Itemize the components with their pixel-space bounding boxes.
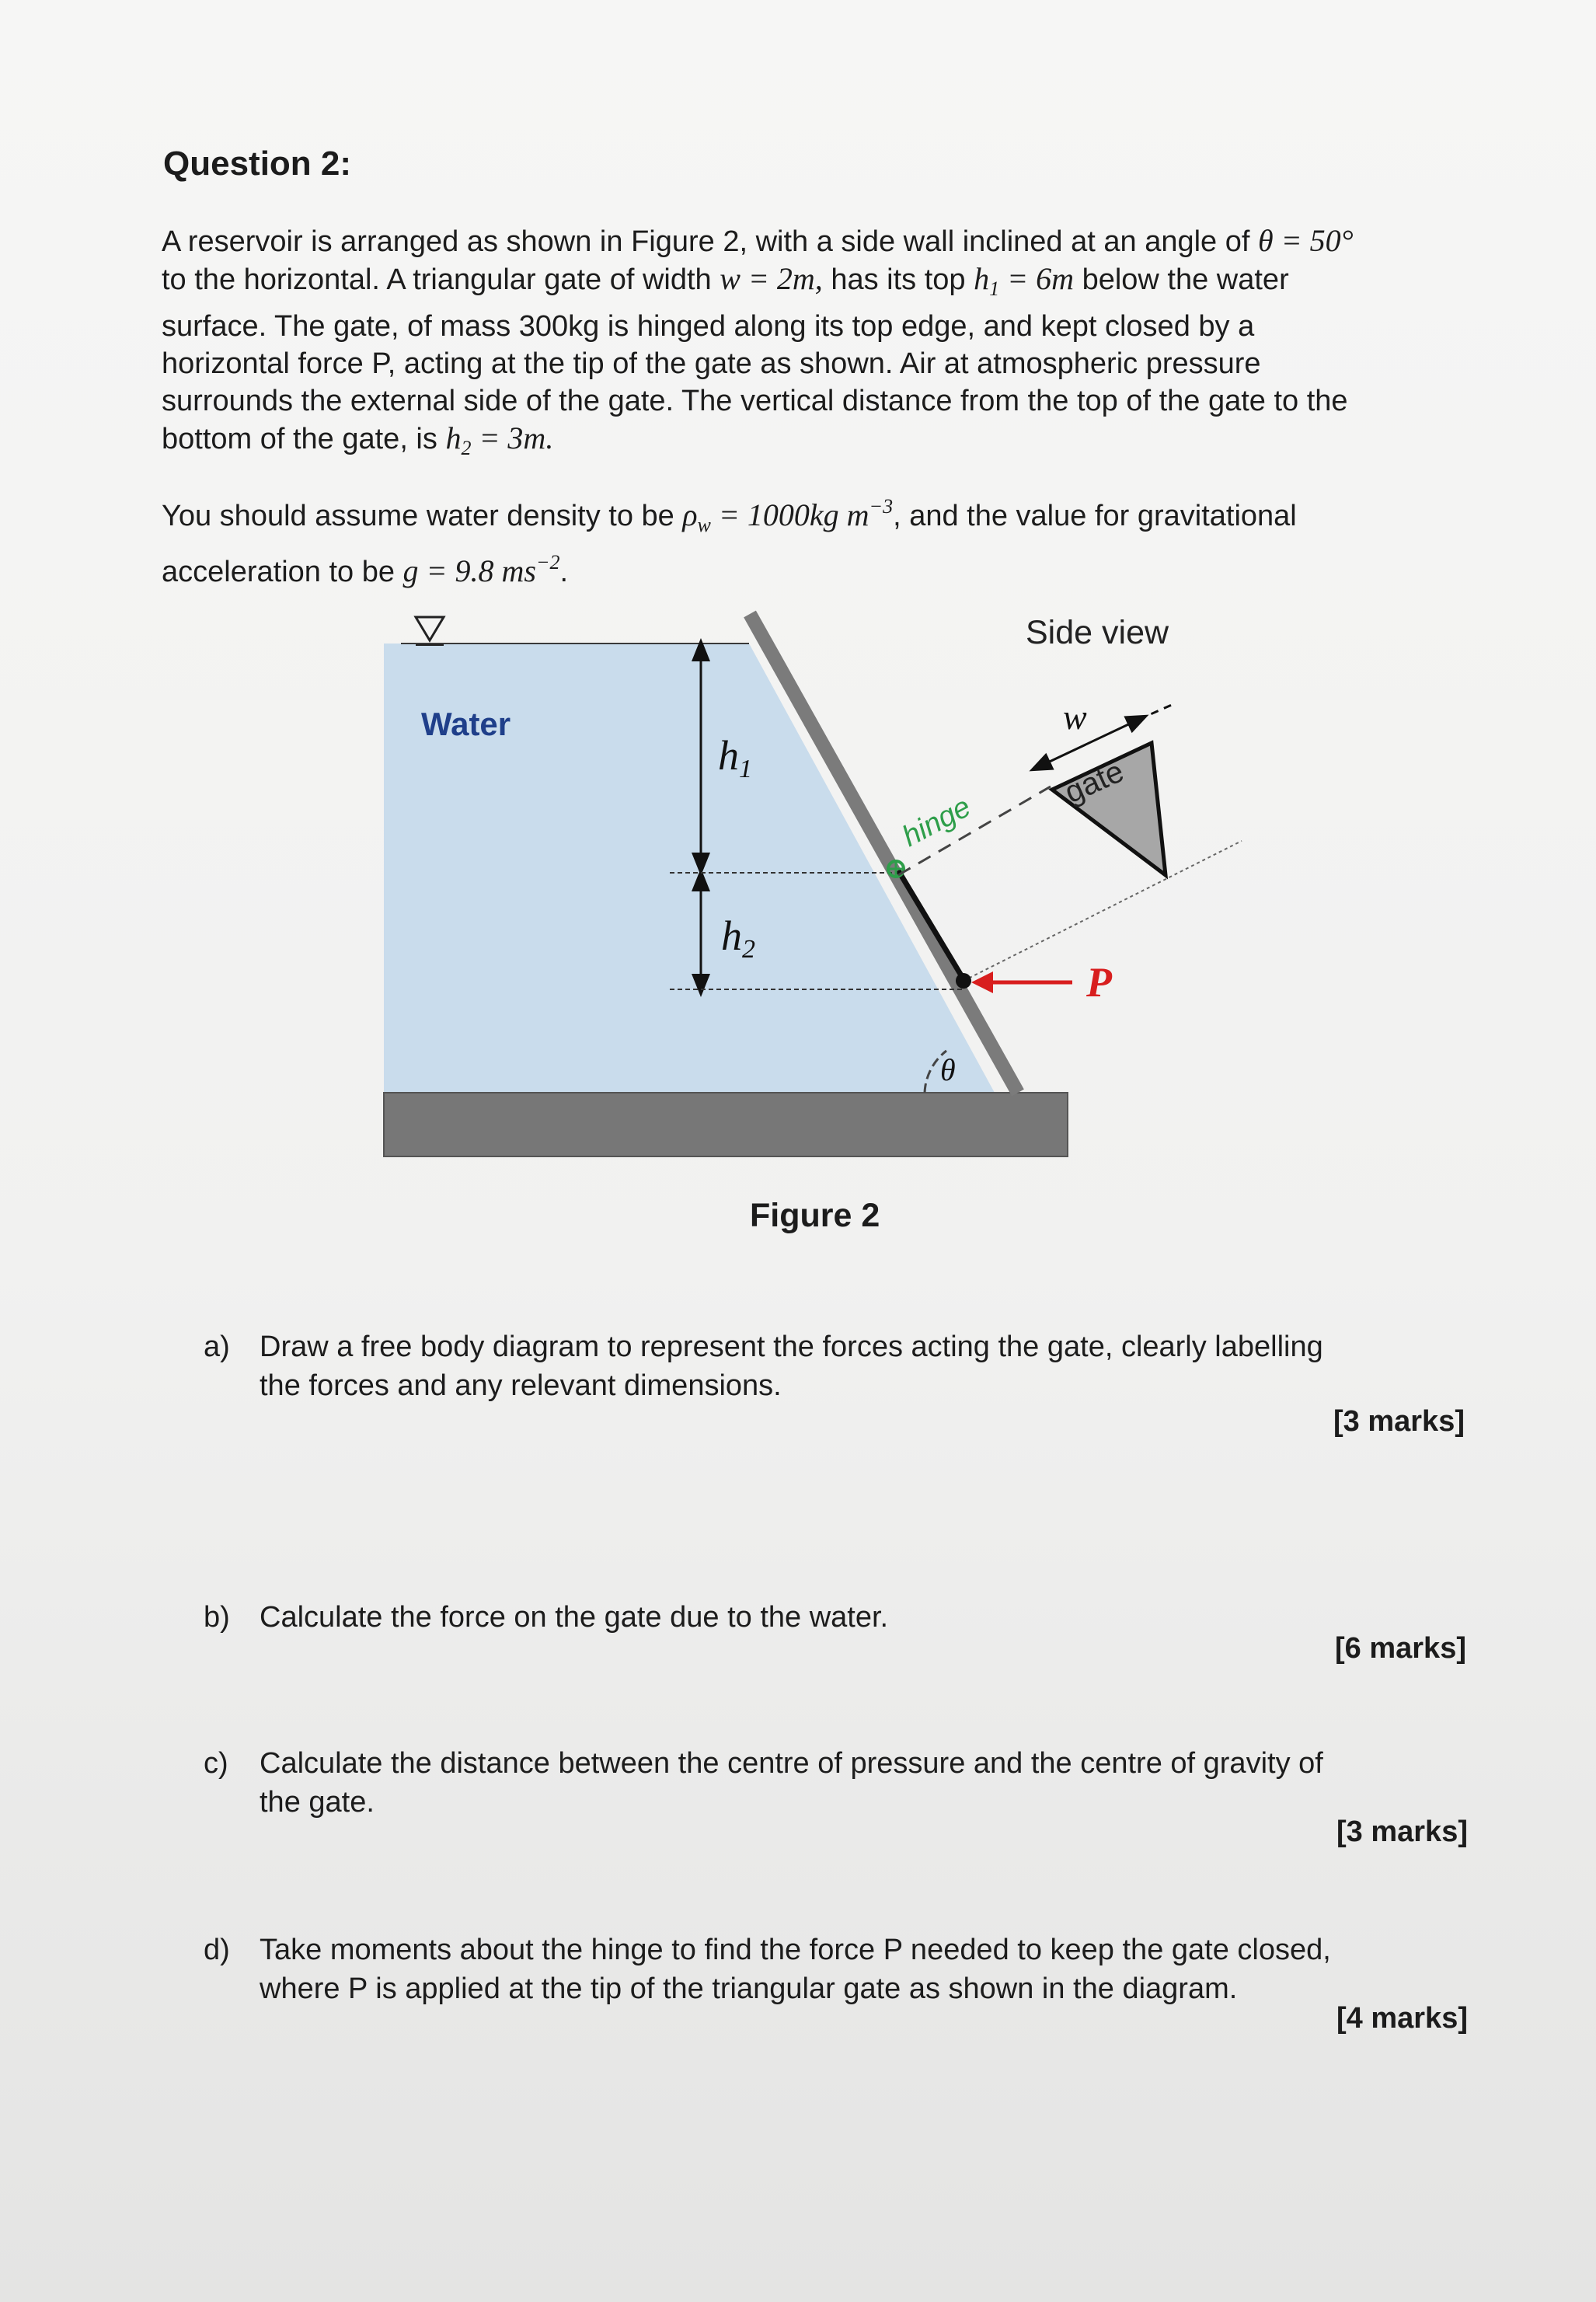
question-a-line-1: Draw a free body diagram to represent the forces acting the gate, clearly labelling xyxy=(260,1331,1323,1363)
question-c-marks: [3 marks] xyxy=(1336,1815,1468,1848)
gate-tip-point xyxy=(956,973,971,989)
question-heading: Question 2: xyxy=(163,145,352,183)
gate-label: gate xyxy=(1059,754,1129,811)
assume-line-2: acceleration to be g = 9.8 $ms^{-2}$. xyxy=(162,551,569,588)
water-surface-symbol xyxy=(416,617,444,640)
assume-line-1: You should assume water density to be $\rho_w = 1000kg$ $m^{-3}$, and the value for gravitational xyxy=(162,495,1297,536)
intro-line-4: horizontal force P, acting at the tip of the gate as shown. Air at atmospheric pressure xyxy=(162,347,1261,380)
reservoir-figure xyxy=(373,591,1259,1197)
w-extension-line xyxy=(1138,704,1173,720)
force-p-label: P xyxy=(1086,959,1112,1006)
question-b-marks: [6 marks] xyxy=(1335,1632,1466,1665)
intro-paragraph xyxy=(162,222,1467,467)
intro-line-2: to the horizontal. A triangular gate of width w = 2m, has its top $h_1 = 6m$ below the water xyxy=(162,261,1289,300)
question-c-label: c) xyxy=(204,1747,228,1780)
question-a-label: a) xyxy=(204,1331,230,1363)
question-d-line-2: where P is applied at the tip of the triangular gate as shown in the diagram. xyxy=(260,1972,1238,2005)
intro-line-5: surrounds the external side of the gate. The vertical distance from the top of the gate to the xyxy=(162,385,1348,417)
question-d-marks: [4 marks] xyxy=(1336,2002,1468,2035)
h2-label: h2 xyxy=(721,912,755,964)
intro-line-6: bottom of the gate, is $h_2 = 3m$. xyxy=(162,420,554,459)
figure-caption: Figure 2 xyxy=(750,1197,880,1234)
intro-line-1: A reservoir is arranged as shown in Figure 2, with a side wall inclined at an angle of θ = 50° xyxy=(162,223,1354,258)
question-d-line-1: Take moments about the hinge to find the force P needed to keep the gate closed, xyxy=(260,1934,1331,1966)
water-label: Water xyxy=(421,706,511,742)
question-b-label: b) xyxy=(204,1601,230,1634)
question-c-line-1: Calculate the distance between the centre of pressure and the centre of gravity of xyxy=(260,1747,1323,1780)
side-view-label: Side view xyxy=(1026,614,1169,651)
question-a-marks: [3 marks] xyxy=(1333,1405,1465,1438)
ground-slab xyxy=(384,1093,1068,1156)
h1-label: h1 xyxy=(718,732,752,783)
question-d-label: d) xyxy=(204,1934,230,1966)
question-b-line-1: Calculate the force on the gate due to the water. xyxy=(260,1601,889,1634)
intro-line-3: surface. The gate, of mass 300kg is hinged along its top edge, and kept closed by a xyxy=(162,310,1255,343)
hinge-label: hinge xyxy=(897,790,977,853)
question-c-line-2: the gate. xyxy=(260,1786,375,1819)
question-a-line-2: the forces and any relevant dimensions. xyxy=(260,1369,782,1402)
theta-label: θ xyxy=(940,1052,956,1087)
w-label: w xyxy=(1063,697,1087,737)
assumptions-paragraph xyxy=(162,488,1467,591)
